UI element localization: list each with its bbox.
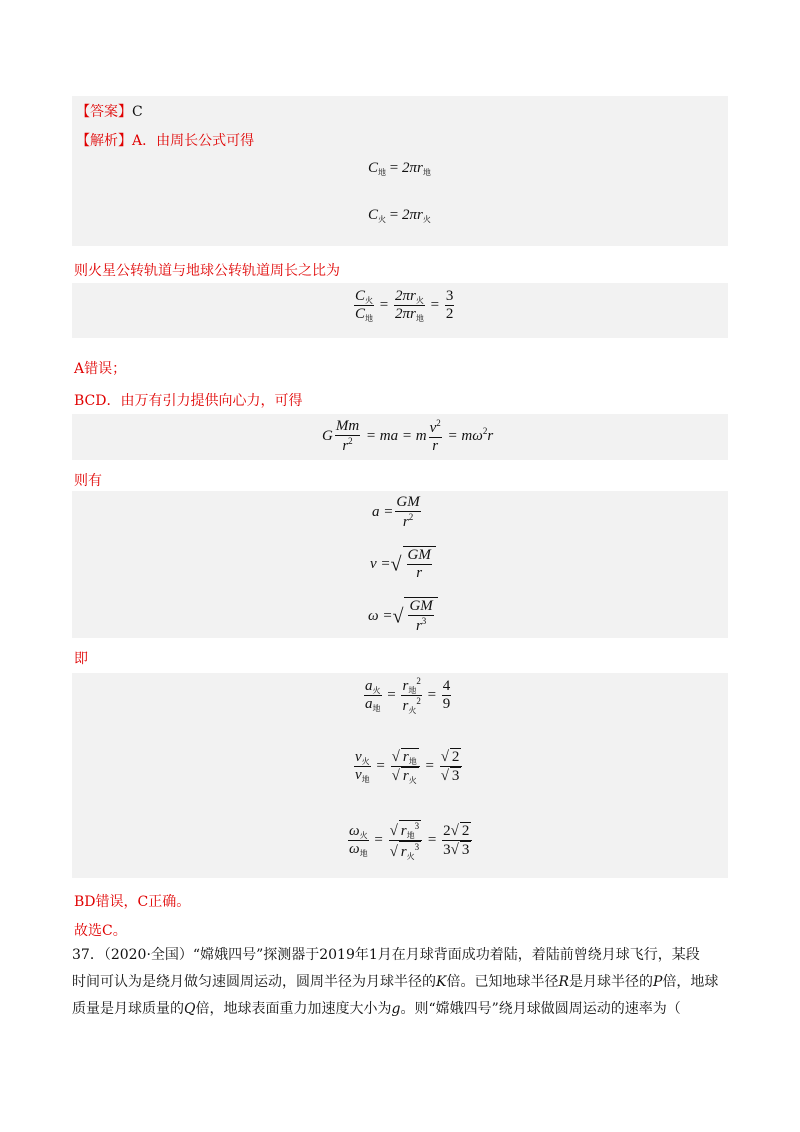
equation-earth-circumference: $C_地 = 2\pi r_地$ — [368, 160, 431, 177]
analysis-line — [76, 130, 254, 150]
question-number: 37．（2020·全国） — [72, 947, 193, 963]
then-has: 则有 — [74, 473, 102, 489]
analysis-text: A．由周长公式可得 — [132, 133, 255, 149]
analysis-label: 【解析】 — [76, 133, 132, 149]
bcd-text: BCD．由万有引力提供向心力，可得 — [74, 393, 303, 409]
choose-c: 故选C。 — [74, 923, 127, 939]
ratio-intro: 则火星公转轨道与地球公转轨道周长之比为 — [74, 263, 340, 279]
question-37 — [72, 942, 732, 1023]
a-wrong: A错误； — [74, 361, 127, 377]
equation-velocity: v =√ $\frac{GM}{r}$ — [370, 546, 436, 583]
equation-gravitation: G $\frac{Mm}{r^2}$ = ma = m $\frac{v^2}{r}$ = $m\omega^2r$ — [322, 418, 494, 455]
answer-line — [76, 101, 143, 121]
equation-acceleration: a = $\frac{GM}{r^2}$ — [372, 494, 420, 531]
answer-value: C — [132, 104, 143, 120]
question-line-3: 质量是月球质量的Q倍，地球表面重力加速度大小为g。则“嫦娥四号”绕月球做圆周运动的速率为（ — [72, 1001, 681, 1017]
equation-ratio-velocity: $\frac{v_火}{v_地}$ = $\frac{√ r_地}{√ r_火}$ = $\frac{√ 2}{√ 3}$ — [352, 748, 464, 786]
question-line-1: 37．（2020·全国）“嫦娥四号”探测器于2019年1月在月球背面成功着陆，着陆前曾绕月球飞行，某段 — [72, 947, 700, 963]
equation-omega: ω =√ $\frac{GM}{r^3}$ — [368, 597, 438, 636]
question-line-2: 时间可认为是绕月做匀速圆周运动，圆周半径为月球半径的K倍。已知地球半径R是月球半径的P倍，地球 — [72, 974, 719, 990]
answer-label: 【答案】 — [76, 104, 132, 120]
bd-wrong: BD错误，C正确。 — [74, 894, 191, 910]
equation-ratio-acceleration: $\frac{a_火}{a_地}$ = $\frac{r_地^2}{r_火^2}$ = $\frac{4}{9}$ — [365, 676, 451, 716]
equation-mars-circumference: $C_火 = 2\pi r_火$ — [368, 207, 431, 224]
ji: 即 — [74, 651, 88, 667]
equation-ratio-omega: $\frac{\omega_火}{\omega_地}$ = $\frac{√ r_地^3}{√ r_火^3}$ = $\frac{2√ 2}{3√ 3}$ — [346, 820, 474, 862]
equation-circumference-ratio: $\frac{C_火}{C_地}$ = $\frac{2\pi r_火}{2\pi r_地}$ = $\frac{3}{2}$ — [355, 288, 454, 324]
